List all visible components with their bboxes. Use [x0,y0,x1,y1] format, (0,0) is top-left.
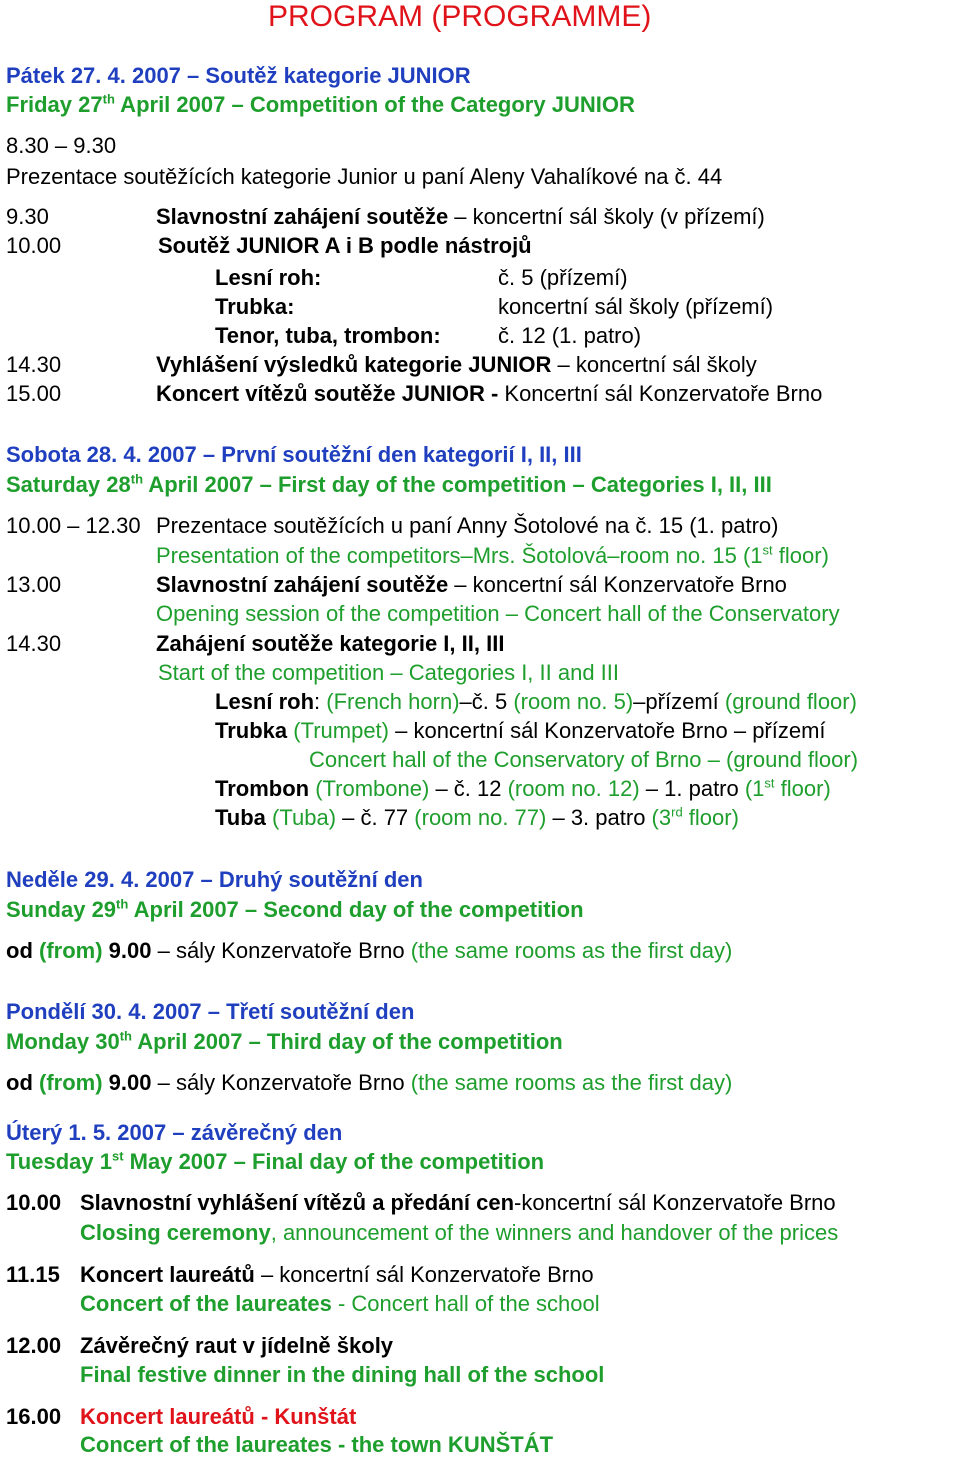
concert-place: Koncertní sál Konzervatoře Brno [498,381,823,406]
opening-title: Slavnostní zahájení soutěže [156,204,449,229]
monday-heading-en [6,1029,563,1055]
sup: st [764,775,775,791]
monday-rooms [6,1070,732,1096]
opening-title: Slavnostní zahájení soutěže [156,572,449,597]
floor-en-word: floor) [682,805,739,830]
dash: – [238,897,264,922]
monday-date-en-rest: April 2007 [131,1029,243,1054]
ceremony-en-title: Closing ceremony [80,1220,271,1245]
results-place: – koncertní sál školy [551,352,757,377]
sup: th [116,896,129,912]
from-time: 9.00 [102,938,152,963]
tuesday-concert-en [80,1291,600,1317]
saturday-title-cz: První soutěžní den kategorií I, II, III [221,442,582,467]
friday-room-label-2: Trubka: [215,294,295,319]
tuesday-time-4: 16.00 [6,1404,62,1429]
rooms-cz: – sály Konzervatoře Brno [151,1070,405,1095]
sunday-title-en: Second day of the competition [263,897,584,922]
rooms-en: (the same rooms as the first day) [404,938,733,963]
saturday-time-3: 14.30 [6,631,62,656]
dash: – [225,92,250,117]
saturday-opening [156,572,787,598]
instrument-name: Trombon [215,776,310,801]
friday-heading-cz [6,63,471,89]
saturday-time-2: 13.00 [6,572,62,597]
tuesday-date-cz: Úterý 1. 5. 2007 [6,1120,167,1145]
instrument-name: Tuba [215,805,266,830]
dash: – [201,999,227,1024]
tuesday-date-en: Tuesday 1 [6,1149,112,1174]
floor-en [652,805,739,830]
kunstat-title: Koncert laureátů [80,1404,255,1429]
tuesday-ceremony-en [80,1220,838,1246]
dash: – [566,472,591,497]
sup: rd [671,804,683,820]
friday-room-label-1: Lesní roh: [215,265,322,290]
saturday-instrument-2-en: Concert hall of the Conservatory of Brno – (ground floor) [309,747,859,772]
saturday-instrument-2 [215,718,826,744]
concert-en-place: - Concert hall of the school [331,1291,600,1316]
saturday-instrument-1 [215,689,857,715]
saturday-title-en: First day of the competition [277,472,567,497]
rooms-en: (the same rooms as the first day) [404,1070,733,1095]
floor-en-num: (1 [744,776,765,801]
friday-time-1: 8.30 – 9.30 [6,133,117,158]
from-en: (from) [32,938,103,963]
tuesday-title-en: Final day of the competition [251,1149,545,1174]
room-en: (room no. 5) [513,689,634,714]
floor-cz: – 3. patro [546,805,652,830]
room-en: (room no. 12) [507,776,640,801]
friday-heading-en [6,92,635,118]
tuesday-date-en-rest: May 2007 [123,1149,228,1174]
sup: th [130,471,144,487]
saturday-heading-en [6,472,772,498]
tuesday-kunstat [80,1404,356,1430]
tuesday-time-3: 12.00 [6,1333,62,1358]
friday-opening [156,204,765,230]
rooms-cz: – sály Konzervatoře Brno [151,938,405,963]
sup: st [762,542,773,558]
friday-results [156,352,757,378]
concert-place: – koncertní sál Konzervatoře Brno [254,1262,594,1287]
saturday-instrument-3 [215,776,831,802]
tuesday-concert [80,1262,594,1288]
friday-title-cz: Soutěž kategorie JUNIOR [205,63,471,88]
monday-title-cz: Třetí soutěžní den [226,999,415,1024]
instrument-name: Trubka [215,718,288,743]
tuesday-kunstat-en: Concert of the laureates - the town KUNŠTÁT [80,1432,554,1457]
saturday-time-1: 10.00 – 12.30 [6,513,141,538]
friday-date-en-rest: April 2007 [114,92,226,117]
saturday-heading-cz [6,442,582,468]
ceremony-place: -koncertní sál Konzervatoře Brno [514,1190,836,1215]
instrument-en: (French horn) [326,689,460,714]
from-time: 9.00 [102,1070,152,1095]
tuesday-heading-en [6,1149,544,1175]
dash: – [227,1149,252,1174]
room-cz: – č. 12 [429,776,508,801]
concert-title: Koncert laureátů [80,1262,255,1287]
tuesday-time-1: 10.00 [6,1190,62,1215]
floor-cz: –přízemí [633,689,725,714]
dash: – [166,1120,191,1145]
friday-title-en: Competition of the Category JUNIOR [249,92,635,117]
room-cz: – koncertní sál Konzervatoře Brno – přízemí [389,718,826,743]
page-title: PROGRAM (PROGRAMME) [268,0,652,33]
tuesday-dinner-en: Final festive dinner in the dining hall of the school [80,1362,605,1387]
dash: – [242,1029,267,1054]
kunstat-place: - Kunštát [254,1404,357,1429]
sunday-date-cz: Neděle 29. 4. 2007 [6,867,195,892]
room-cz: –č. 5 [459,689,514,714]
friday-time-5: 15.00 [6,381,62,406]
ceremony-title: Slavnostní vyhlášení vítězů a předání cen [80,1190,515,1215]
saturday-date-en-rest: April 2007 [143,472,254,497]
floor-en [745,776,831,801]
friday-time-4: 14.30 [6,352,62,377]
sup: th [119,1028,132,1044]
presentation-en-floor: floor) [772,543,829,568]
concert-en-title: Concert of the laureates [80,1291,332,1316]
tuesday-dinner: Závěrečný raut v jídelně školy [80,1333,394,1358]
dash: – [253,472,278,497]
saturday-start: Zahájení soutěže kategorie I, II, III [156,631,505,656]
saturday-date-cz: Sobota 28. 4. 2007 [6,442,197,467]
opening-place: – koncertní sál Konzervatoře Brno [448,572,787,597]
friday-competition: Soutěž JUNIOR A i B podle nástrojů [158,233,532,258]
saturday-instrument-4 [215,805,739,831]
floor-en: (ground floor) [724,689,857,714]
from-cz: od [6,1070,33,1095]
monday-title-en: Third day of the competition [266,1029,563,1054]
monday-date-en: Monday 30 [6,1029,120,1054]
saturday-start-en: Start of the competition – Categories I, II and III [158,660,620,685]
sunday-date-en-rest: April 2007 [128,897,239,922]
floor-en-num: (3 [651,805,672,830]
instrument-name: Lesní roh [215,689,315,714]
floor-cz: – 1. patro [639,776,745,801]
friday-date-cz: Pátek 27. 4. 2007 [6,63,181,88]
monday-date-cz: Pondělí 30. 4. 2007 [6,999,202,1024]
friday-presentation: Prezentace soutěžících kategorie Junior u paní Aleny Vahalíkové na č. 44 [6,164,723,189]
from-en: (from) [32,1070,103,1095]
floor-en-word: floor) [774,776,831,801]
instrument-en: (Tuba) [265,805,337,830]
room-en: (room no. 77) [414,805,547,830]
saturday-opening-en: Opening session of the competition – Concert hall of the Conservatory [156,601,840,626]
sunday-heading-en [6,897,584,923]
ceremony-en-desc: , announcement of the winners and handover of the prices [270,1220,839,1245]
friday-room-label-3: Tenor, tuba, trombon: [215,323,441,348]
presentation-en-text: Presentation of the competitors–Mrs. Šotolová–room no. 15 (1 [156,543,763,568]
sunday-title-cz: Druhý soutěžní den [218,867,423,892]
sup: st [111,1148,124,1164]
friday-room-value-1: č. 5 (přízemí) [498,265,628,290]
friday-room-value-3: č. 12 (1. patro) [498,323,642,348]
friday-time-2: 9.30 [6,204,49,229]
results-title: Vyhlášení výsledků kategorie JUNIOR [156,352,552,377]
monday-heading-cz [6,999,414,1025]
sunday-heading-cz [6,867,423,893]
tuesday-title-cz: závěrečný den [190,1120,343,1145]
concert-title: Koncert vítězů soutěže JUNIOR - [156,381,499,406]
dash: – [180,63,206,88]
sunday-date-en: Sunday 29 [6,897,117,922]
tuesday-time-2: 11.15 [6,1262,60,1287]
saturday-date-en: Saturday 28 [6,472,131,497]
friday-time-3: 10.00 [6,233,62,258]
friday-concert [156,381,822,407]
from-cz: od [6,938,33,963]
dash: – [194,867,219,892]
sup: th [102,91,115,107]
saturday-presentation-en [156,543,829,569]
colon: : [314,689,327,714]
tuesday-ceremony [80,1190,836,1216]
instrument-en: (Trumpet) [287,718,389,743]
saturday-presentation: Prezentace soutěžících u paní Anny Šotolové na č. 15 (1. patro) [156,513,779,538]
instrument-en: (Trombone) [309,776,430,801]
sunday-rooms [6,938,732,964]
saturday-categories-en: Categories I, II, III [590,472,772,497]
dash: – [196,442,222,467]
tuesday-heading-cz [6,1120,342,1146]
friday-room-value-2: koncertní sál školy (přízemí) [498,294,774,319]
room-cz: – č. 77 [336,805,415,830]
opening-place: – koncertní sál školy (v přízemí) [448,204,765,229]
friday-date-en: Friday 27 [6,92,103,117]
